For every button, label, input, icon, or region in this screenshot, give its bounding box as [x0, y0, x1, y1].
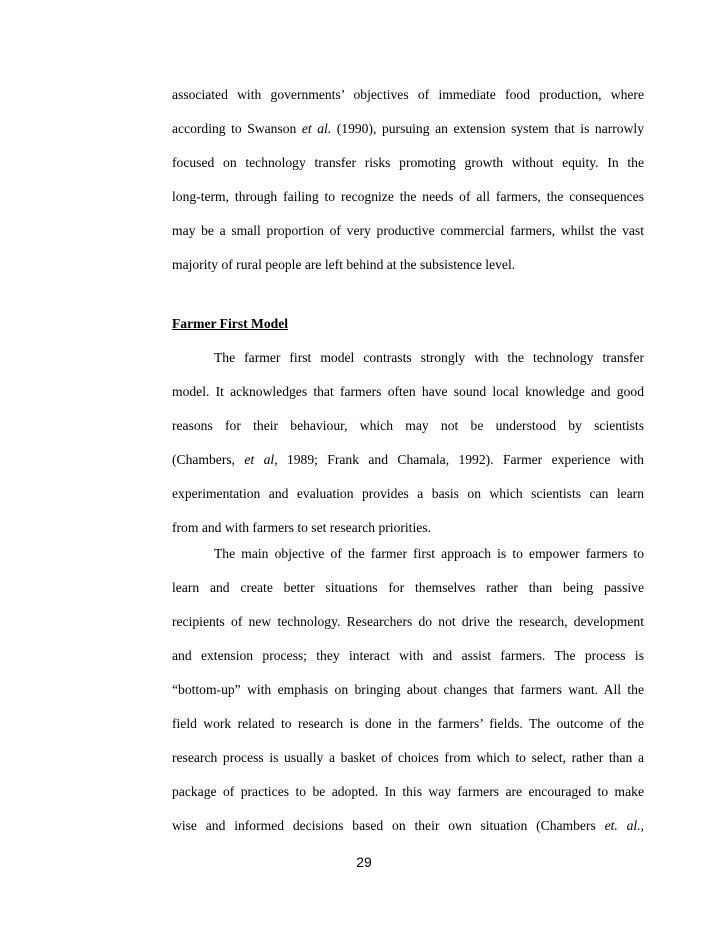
page-number: 29 [356, 854, 372, 870]
section-heading: Farmer First Model [172, 316, 289, 331]
paragraph-line: package of practices to be adopted. In this way farmers are encouraged to make [172, 784, 644, 799]
paragraph-line: (Chambers, et al, 1989; Frank and Chamala, 1992). Farmer experience with [172, 452, 644, 467]
paragraph-line: according to Swanson et al. (1990), pursuing an extension system that is narrowly [172, 121, 644, 136]
paragraph-line: wise and informed decisions based on their own situation (Chambers et. al., [172, 818, 644, 833]
paragraph-line: learn and create better situations for themselves rather than being passive [172, 580, 644, 595]
paragraph-line: majority of rural people are left behind at the subsistence level. [172, 257, 516, 272]
paragraph-line: may be a small proportion of very productive commercial farmers, whilst the vast [172, 223, 644, 238]
paragraph-line: and extension process; they interact with and assist farmers. The process is [172, 648, 644, 663]
paragraph-line: The farmer first model contrasts strongly with the technology transfer [214, 350, 644, 365]
paragraph-line: research process is usually a basket of choices from which to select, rather than a [172, 750, 644, 765]
paragraph-line: field work related to research is done in the farmers’ fields. The outcome of the [172, 716, 644, 731]
paragraph-line: focused on technology transfer risks promoting growth without equity. In the [172, 155, 644, 170]
paragraph-line: “bottom-up” with emphasis on bringing about changes that farmers want. All the [172, 682, 644, 697]
paragraph-line: reasons for their behaviour, which may not be understood by scientists [172, 418, 644, 433]
paragraph-line: from and with farmers to set research priorities. [172, 520, 431, 535]
paragraph-line: experimentation and evaluation provides a basis on which scientists can learn [172, 486, 644, 501]
paragraph-line: associated with governments’ objectives of immediate food production, where [172, 87, 644, 102]
paragraph-line: long-term, through failing to recognize the needs of all farmers, the consequences [172, 189, 644, 204]
paragraph-line: The main objective of the farmer first approach is to empower farmers to [214, 546, 644, 561]
paragraph-line: recipients of new technology. Researchers do not drive the research, development [172, 614, 644, 629]
paragraph-line: model. It acknowledges that farmers often have sound local knowledge and good [172, 384, 644, 399]
